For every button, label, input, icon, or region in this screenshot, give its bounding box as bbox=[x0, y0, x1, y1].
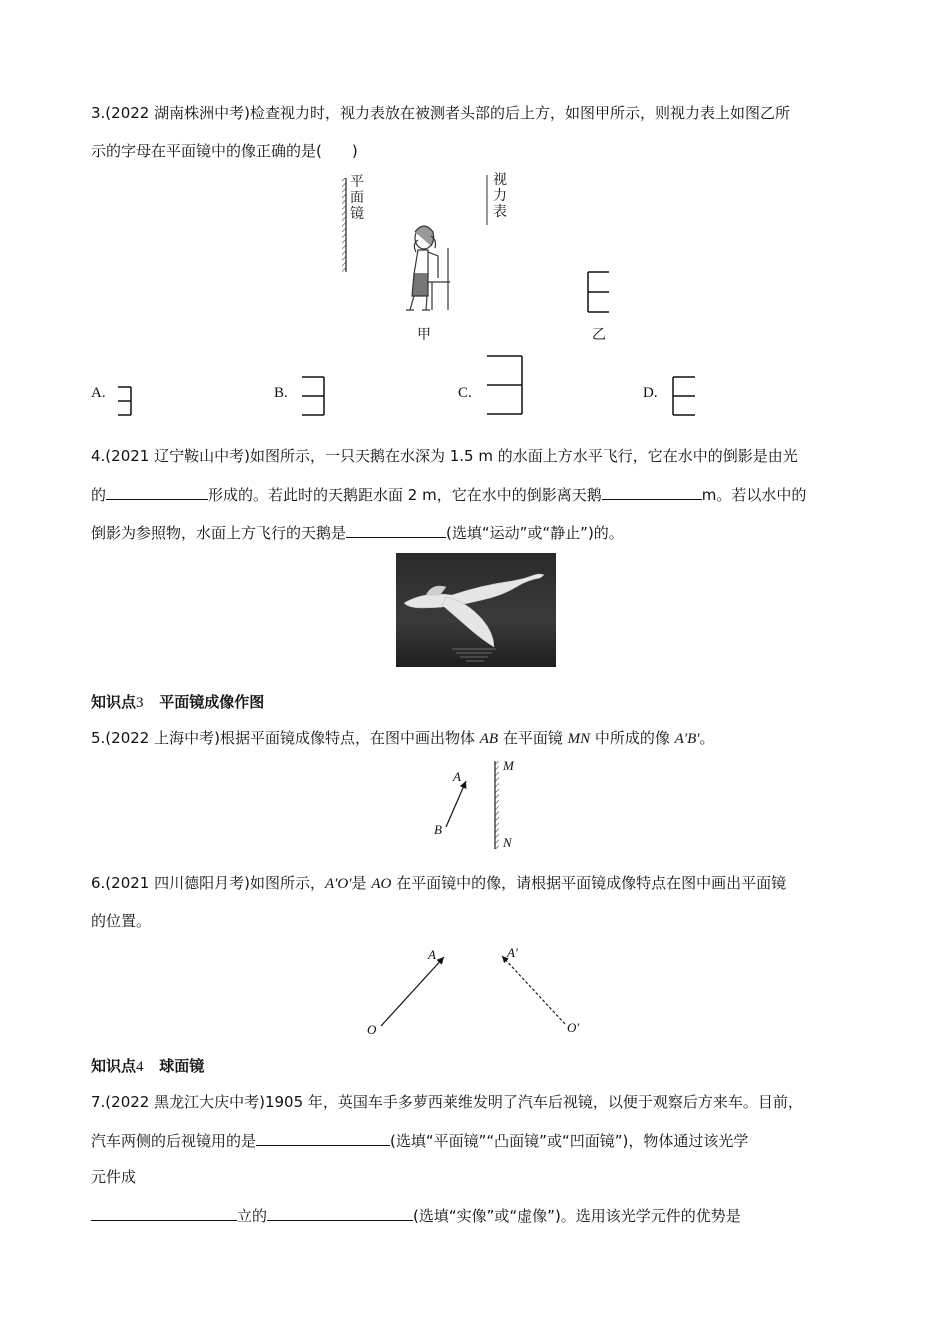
option-a-figure bbox=[114, 385, 136, 417]
q4-blank-1[interactable] bbox=[106, 484, 208, 500]
q3-line-1: 3.(2022 湖南株洲中考)检查视力时，视力表放在被测者头部的后上方，如图甲所示，则视力表上如图乙所 bbox=[91, 104, 790, 122]
q7-blank-3[interactable] bbox=[267, 1205, 413, 1221]
q4-line-1: 4.(2021 辽宁鞍山中考)如图所示，一只天鹅在水深为 1.5 m 的水面上方水平飞行，它在水中的倒影是由光 bbox=[91, 447, 798, 465]
q4-line-2 bbox=[91, 484, 806, 505]
girl-on-chair-figure bbox=[406, 226, 450, 310]
q7-line-4b: (选填“实像”或“虚像”)。选用该光学元件的优势是 bbox=[413, 1207, 741, 1225]
q4-line-3a: 倒影为参照物，水面上方飞行的天鹅是 bbox=[91, 524, 347, 542]
q6-rest: 在平面镜中的像，请根据平面镜成像特点在图中画出平面镜 bbox=[391, 874, 787, 892]
q4-line-2c: m。若以水中的 bbox=[701, 486, 807, 504]
q6-label-o: O bbox=[367, 1022, 377, 1037]
section-4-number: 4 bbox=[136, 1059, 144, 1075]
q5-label-m: M bbox=[503, 758, 514, 773]
q4-line-3 bbox=[91, 522, 624, 543]
q7-line-1: 7.(2022 黑龙江大庆中考)1905 年，英国车手多萝西莱维发明了汽车后视镜，以便于观察后方来车。目前， bbox=[91, 1093, 803, 1111]
q5-mid-2: 中所成的像 bbox=[590, 729, 675, 747]
q4-blank-2[interactable] bbox=[602, 484, 702, 500]
q6-label-o-prime: O′ bbox=[567, 1020, 580, 1035]
caption-jia: 甲 bbox=[417, 327, 431, 343]
section-3-label: 知识点 bbox=[91, 693, 137, 711]
q5-arrow-ab bbox=[446, 781, 466, 827]
q5-mid-1: 在平面镜 bbox=[498, 729, 568, 747]
q7-line-2 bbox=[91, 1130, 748, 1151]
eye-chart-label: 视力表 bbox=[493, 172, 507, 220]
caption-yi: 乙 bbox=[592, 327, 606, 343]
q3-figure-yi-e-letter bbox=[585, 271, 611, 315]
q4-line-2b: 形成的。若此时的天鹅距水面 2 m，它在水中的倒影离天鹅 bbox=[208, 486, 602, 504]
q5-end: 。 bbox=[699, 729, 715, 747]
q5-line bbox=[91, 728, 715, 749]
q6-ray-ao bbox=[381, 957, 444, 1026]
q7-blank-1[interactable] bbox=[256, 1130, 390, 1146]
q4-line-3b: (选填“运动”或“静止”)的。 bbox=[446, 524, 624, 542]
q5-label-b: B bbox=[434, 822, 442, 837]
q4-blank-3[interactable] bbox=[346, 522, 446, 538]
q3-line-2: 示的字母在平面镜中的像正确的是( ) bbox=[91, 142, 358, 160]
option-d-label: D. bbox=[643, 385, 658, 401]
option-c-figure bbox=[485, 354, 527, 418]
q5-label-n: N bbox=[503, 835, 512, 850]
q5-mirror-hatch bbox=[495, 761, 499, 849]
q6-image-ao: A′O′ bbox=[324, 876, 352, 892]
option-b-figure bbox=[299, 375, 329, 419]
section-4-label: 知识点 bbox=[91, 1057, 137, 1075]
q7-line-3: 元件成 bbox=[91, 1168, 137, 1186]
q7-line-2b: (选填“平面镜”“凸面镜”或“凹面镜”)，物体通过该光学 bbox=[390, 1132, 749, 1150]
q6-prefix: 6.(2021 四川德阳月考)如图所示， bbox=[91, 874, 325, 892]
section-3-heading bbox=[91, 692, 264, 713]
q7-line-4 bbox=[91, 1205, 741, 1226]
q6-label-a-prime: A′ bbox=[507, 945, 518, 960]
q6-figure bbox=[360, 940, 600, 1040]
q7-blank-2[interactable] bbox=[91, 1205, 237, 1221]
mirror-hatch bbox=[342, 178, 346, 272]
q6-ray-image-dashed bbox=[502, 956, 565, 1024]
q6-line-1 bbox=[91, 873, 786, 894]
q6-object-ao: AO bbox=[371, 876, 392, 892]
q5-figure bbox=[425, 755, 525, 855]
section-4-title: 球面镜 bbox=[159, 1057, 205, 1075]
mirror-label: 平面镜 bbox=[350, 174, 364, 222]
option-a-label: A. bbox=[91, 385, 106, 401]
q7-line-2a: 汽车两侧的后视镜用的是 bbox=[91, 1132, 257, 1150]
q5-image-ab: A′B′ bbox=[674, 731, 700, 747]
q6-label-a: A bbox=[428, 947, 436, 962]
option-d-figure bbox=[670, 375, 700, 419]
swan-photo bbox=[396, 553, 556, 667]
q6-line-2: 的位置。 bbox=[91, 912, 152, 930]
option-b-label: B. bbox=[274, 385, 288, 401]
section-3-title: 平面镜成像作图 bbox=[159, 693, 265, 711]
q5-label-a: A bbox=[453, 769, 461, 784]
section-3-number: 3 bbox=[136, 695, 144, 711]
q7-line-4a: 立的 bbox=[237, 1207, 268, 1225]
q5-mirror-mn: MN bbox=[567, 731, 591, 747]
option-c-label: C. bbox=[458, 385, 472, 401]
q5-object-ab: AB bbox=[479, 731, 499, 747]
section-4-heading bbox=[91, 1056, 204, 1077]
q6-mid: 是 bbox=[351, 874, 372, 892]
q4-line-2a: 的 bbox=[91, 486, 107, 504]
q5-prefix: 5.(2022 上海中考)根据平面镜成像特点，在图中画出物体 bbox=[91, 729, 480, 747]
